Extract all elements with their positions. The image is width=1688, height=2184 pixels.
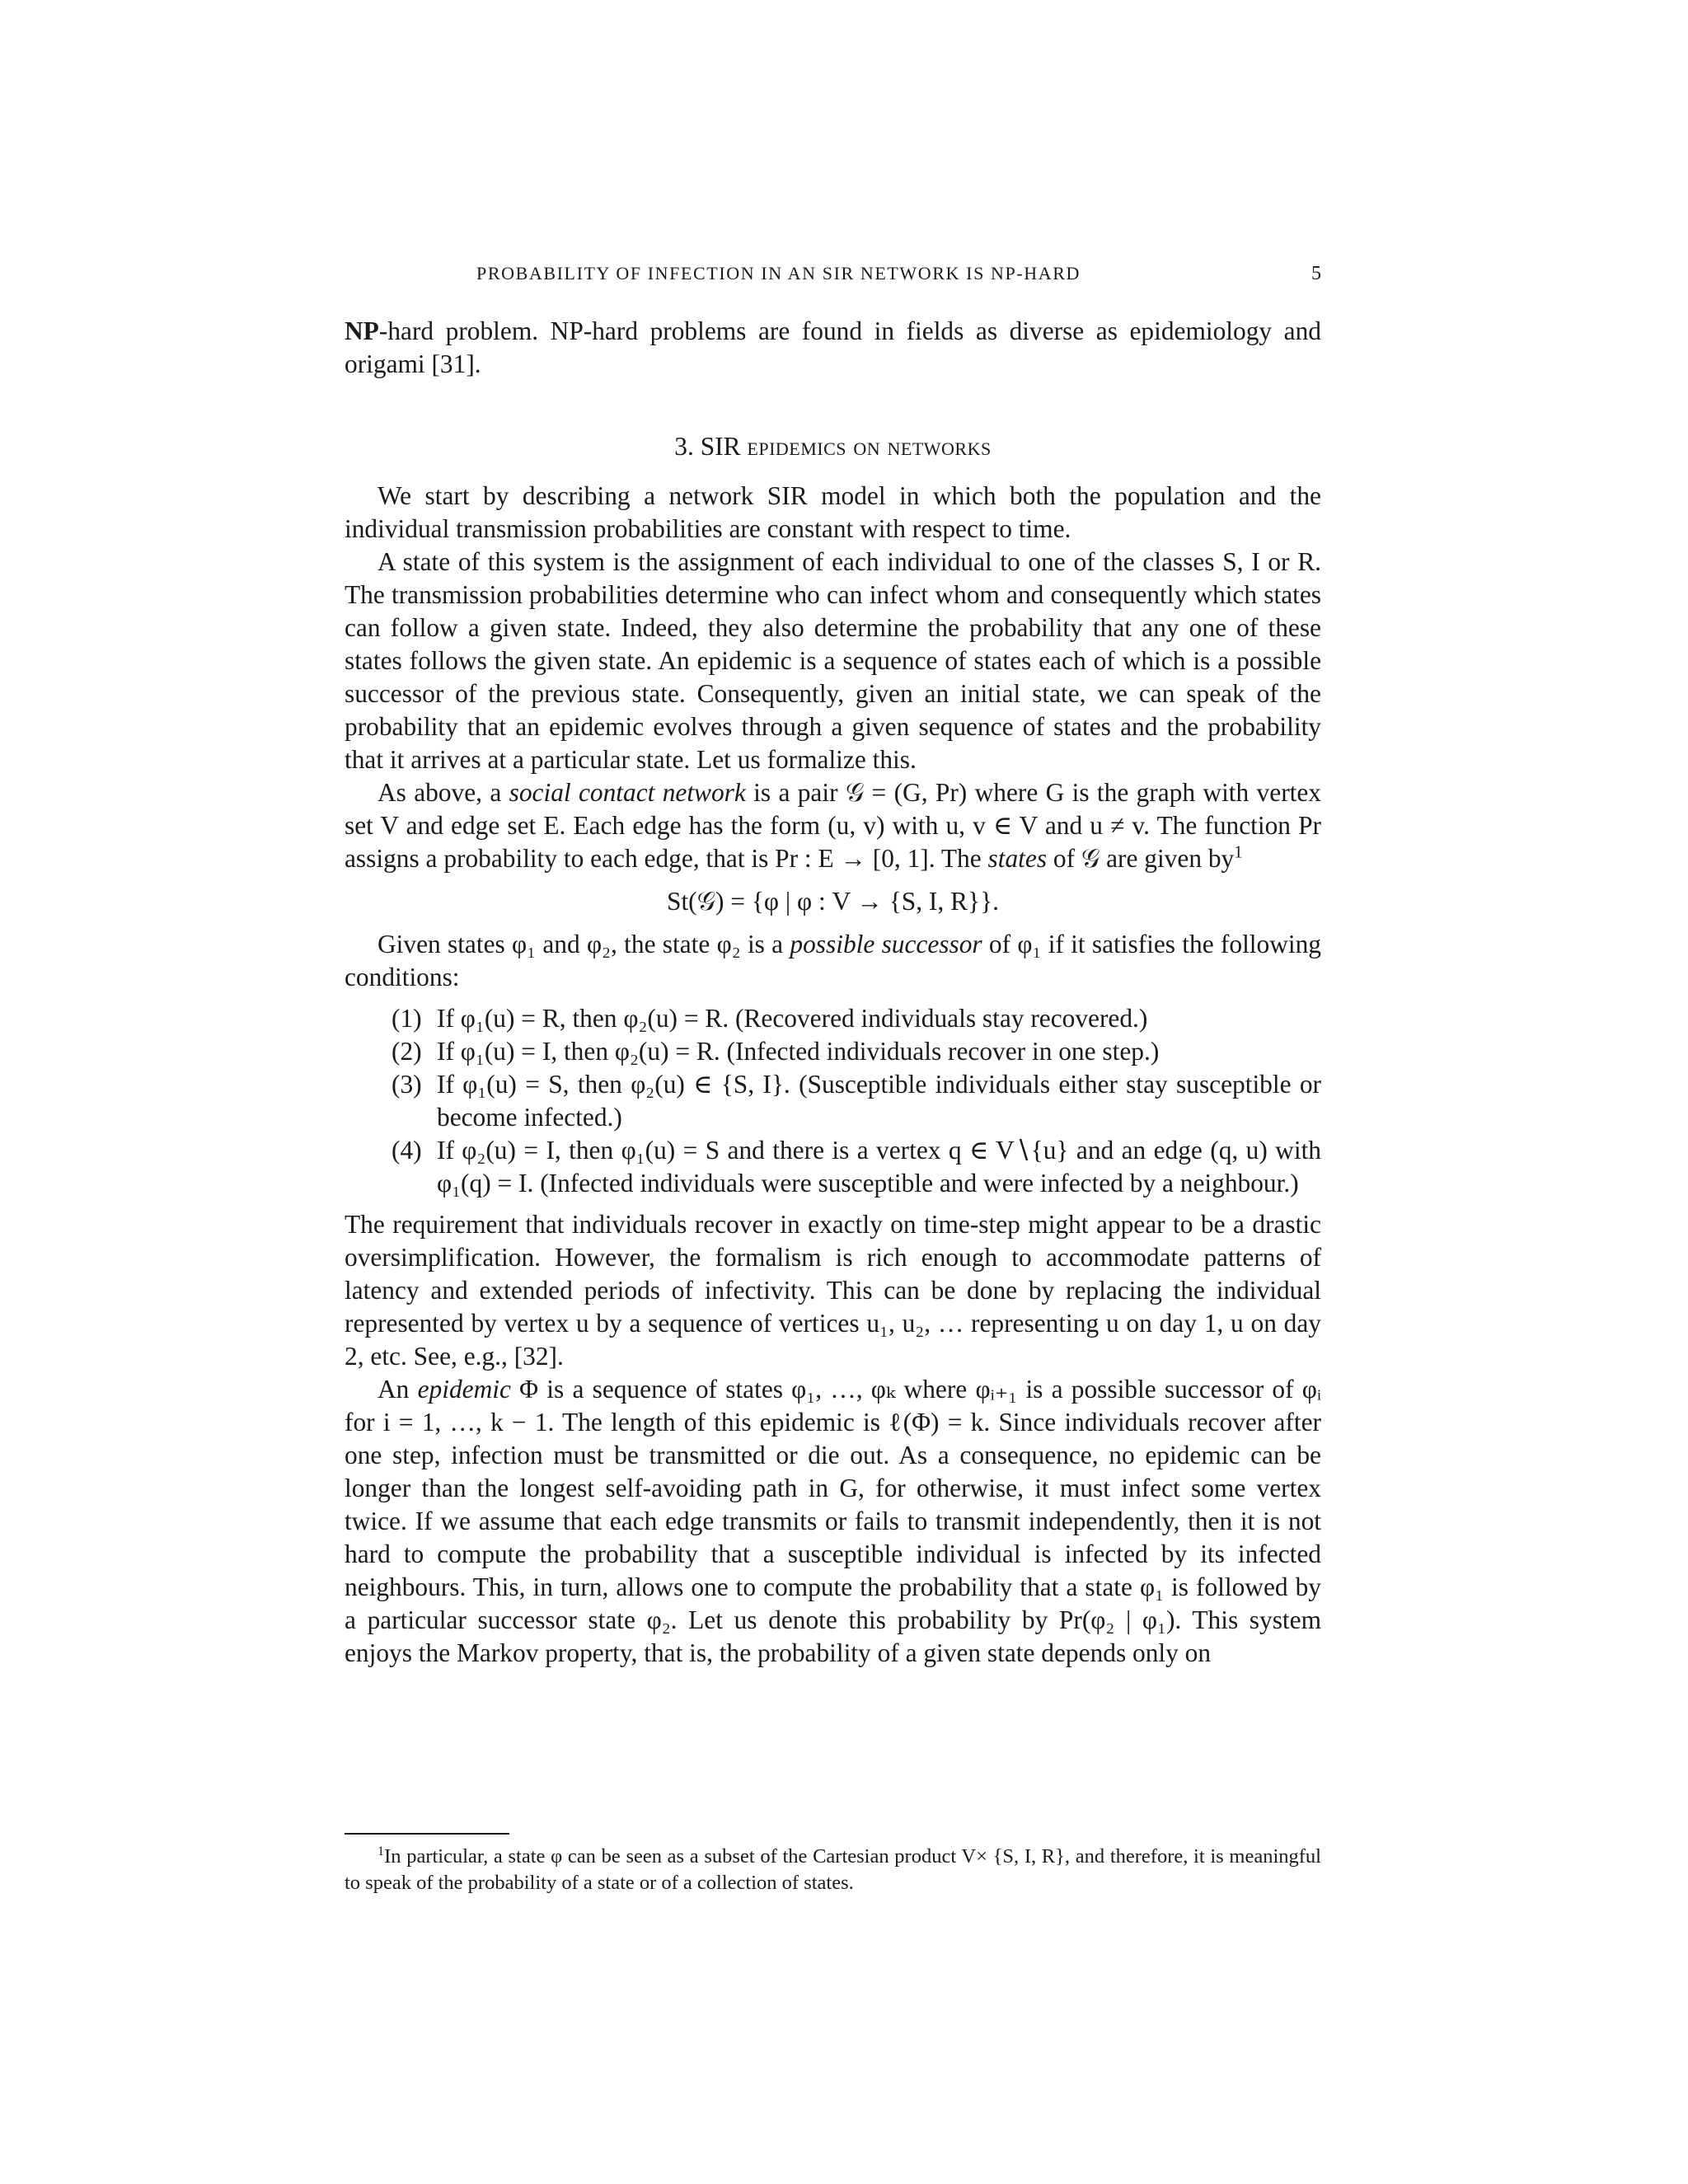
p3-text-c: of 𝒢 are given by [1047, 844, 1235, 873]
condition-text: If φ₂(u) = I, then φ₁(u) = S and there is a vertex q ∈ V∖{u} and an edge (q, u) with φ₁(q) = I. (Infected individuals were susceptible and were infected by a neighbour.) [437, 1136, 1321, 1197]
conditions-list [345, 1002, 1321, 1200]
running-head-title: PROBABILITY OF INFECTION IN AN SIR NETWORK IS NP-HARD [476, 263, 1081, 284]
condition-item [345, 1068, 1321, 1134]
footnote [345, 1844, 1321, 1896]
section-number: 3. [674, 432, 694, 461]
running-head [345, 257, 1321, 290]
condition-item [345, 1134, 1321, 1200]
section-title-main: SIR [700, 432, 741, 461]
condition-number: (1) [392, 1004, 422, 1033]
p4-text-a: Given states φ₁ and φ₂, the state φ₂ is a [377, 930, 790, 958]
paragraph-1: We start by describing a network SIR model in which both the population and the individual transmission probabilities are constant with respect to time. [345, 481, 1321, 543]
p6-text-a: An [377, 1375, 418, 1404]
condition-text: If φ₁(u) = I, then φ₂(u) = R. (Infected individuals recover in one step.) [437, 1037, 1160, 1066]
p3-text-a: As above, a [377, 778, 509, 807]
np-bold: NP [345, 316, 379, 345]
p4-text-b: of φ₁ if it satisfies the following conditions: [345, 930, 1322, 991]
term-epidemic: epidemic [417, 1375, 511, 1404]
condition-number: (4) [392, 1136, 422, 1165]
page-number: 5 [1311, 263, 1321, 284]
section-heading [345, 430, 1321, 463]
footnote-rule [345, 1833, 509, 1835]
paragraph-4 [345, 928, 1321, 994]
condition-item [345, 1002, 1321, 1035]
paragraph-3 [345, 776, 1321, 875]
p6-text-b: Φ is a sequence of states φ₁, …, φₖ where φᵢ₊₁ is a possible successor of φᵢ for i = 1, …, k − 1. The length of this epidemic is ℓ(Φ) = k. Since individuals recover after one step, infection must be transmitted or die out. As a consequence, no epidemic can be longer than the longest self-avoiding path in G, for otherwise, it must infect some vertex twice. If we assume that each edge transmits or fails to transmit independently, then it is not hard to compute the probability that a susceptible individual is infected by its infected neighbours. This, in turn, allows one to compute the probability that a state φ₁ is followed by a particular successor state φ₂. Let us denote this probability by Pr(φ₂ | φ₁). This system enjoys the Markov property, that is, the probability of a given state depends only on [345, 1375, 1321, 1667]
paragraph-5: The requirement that individuals recover in exactly on time-step might appear to be a drastic oversimplification. However, the formalism is rich enough to accommodate patterns of latency and extended periods of infectivity. This can be done by replacing the individual represented by vertex u by a sequence of vertices u₁, u₂, … representing u on day 1, u on day 2, etc. See, e.g., [32]. [345, 1210, 1321, 1371]
paper-page [345, 0, 1321, 2184]
intro-paragraph [345, 315, 1321, 381]
condition-number: (3) [392, 1070, 422, 1099]
footnote-ref: 1 [1234, 843, 1243, 862]
term-social-contact-network: social contact network [509, 778, 746, 807]
footnote-text: In particular, a state φ can be seen as a subset of the Cartesian product V× {S, I, R}, and therefore, it is meaningful to speak of the probability of a state or of a collection of states. [345, 1845, 1321, 1894]
condition-text: If φ₁(u) = S, then φ₂(u) ∈ {S, I}. (Susceptible individuals either stay susceptible or become infected.) [437, 1070, 1321, 1132]
footnote-mark: 1 [377, 1844, 385, 1858]
condition-number: (2) [392, 1037, 422, 1066]
condition-text: If φ₁(u) = R, then φ₂(u) = R. (Recovered individuals stay recovered.) [437, 1004, 1148, 1033]
term-states: states [987, 844, 1048, 873]
paragraph-6 [345, 1373, 1321, 1670]
intro-text: -hard problem. NP-hard problems are found in fields as diverse as epidemiology and origami [31]. [345, 316, 1321, 378]
section-body [345, 480, 1321, 1670]
p3-text-b: is a pair 𝒢 = (G, Pr) where G is the graph with vertex set V and edge set E. Each edge has the form (u, v) with u, v ∈ V and u ≠ v. The function Pr assigns a probability to each edge, that is Pr : E → [0, 1]. The [345, 778, 1321, 873]
term-possible-successor: possible successor [790, 930, 982, 958]
display-equation: St(𝒢) = {φ | φ : V → {S, I, R}}. [666, 887, 999, 916]
section-title-rest: epidemics on networks [747, 432, 992, 461]
paragraph-2: A state of this system is the assignment of each individual to one of the classes S, I or R. The transmission probabilities determine who can infect whom and consequently which states can follow a given state. Indeed, they also determine the probability that any one of these states follows the given state. An epidemic is a sequence of states each of which is a possible successor of the previous state. Consequently, given an initial state, we can speak of the probability that an epidemic evolves through a given sequence of states and the probability that it arrives at a particular state. Let us formalize this. [345, 547, 1321, 774]
condition-item [345, 1035, 1321, 1068]
